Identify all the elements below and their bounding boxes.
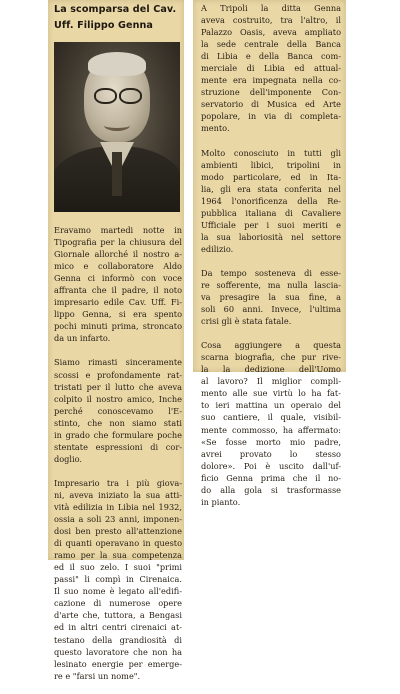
text-line: questo lavoratore che non ha bbox=[54, 646, 182, 657]
text-line: impresario edile Cav. Uff. Fi- bbox=[54, 297, 182, 308]
text-line: 1964 l'onorificenza della Re- bbox=[201, 195, 341, 206]
text-line: avrei provato lo stesso bbox=[201, 448, 341, 459]
text-line: Molto conosciuto in tutti gli bbox=[201, 147, 341, 158]
text-line: re sofferente, ma nulla lascia- bbox=[201, 279, 341, 290]
text-line: stinto, che non siamo stati bbox=[54, 417, 182, 428]
text-line: Ufficiale per i suoi meriti e bbox=[201, 219, 341, 230]
text-line: merciale di Libia ed attual- bbox=[201, 63, 341, 74]
text-line: scossi e profondamente rat- bbox=[54, 369, 182, 380]
text-line: lesinato energie per emerge- bbox=[54, 658, 182, 669]
text-line: ramo per la sua competenza bbox=[54, 550, 182, 561]
text-line: al lavoro? Il miglior compli- bbox=[201, 376, 341, 387]
text-line: Cosa aggiungere a questa bbox=[201, 340, 341, 351]
text-line: va presagire la sua fine, a bbox=[201, 292, 341, 303]
text-line: perché conoscevamo l'E- bbox=[54, 405, 182, 416]
text-line: mico e collaboratore Aldo bbox=[54, 261, 182, 272]
text-line: dosi ben presto all'attenzione bbox=[54, 526, 182, 537]
text-line: Da tempo sosteneva di esse- bbox=[201, 267, 341, 278]
text-line: soli 60 anni. Invece, l'ultima bbox=[201, 304, 341, 315]
text-line: in pianto. bbox=[201, 496, 241, 507]
text-line: «Se fosse morto mio padre, bbox=[201, 436, 341, 447]
paragraph bbox=[201, 267, 341, 327]
paragraph bbox=[54, 356, 182, 464]
text-line: mente commosso, ha affermato: bbox=[201, 424, 341, 435]
text-line: la sua laboriosità nel settore bbox=[201, 231, 341, 242]
text-line: A Tripoli la ditta Genna bbox=[201, 3, 341, 13]
text-line: Eravamo martedi notte in bbox=[54, 225, 182, 235]
text-line: passi" li compì in Cirenaica. bbox=[54, 574, 182, 585]
text-line: cazione di numerose opere bbox=[54, 598, 182, 609]
text-line: di quanti operavano in questo bbox=[54, 538, 182, 549]
text-line: pubblica italiana di Cavaliere bbox=[201, 207, 341, 218]
text-line: Tipografia per la chiusura del bbox=[54, 237, 182, 248]
text-line: ambienti libici, tripolini in bbox=[201, 159, 341, 170]
text-line: ossia a soli 23 anni, imponen- bbox=[54, 514, 182, 525]
article-body-left bbox=[54, 224, 182, 694]
paragraph bbox=[54, 477, 182, 682]
portrait-photo bbox=[54, 42, 180, 212]
text-line: lippo Genna, si era spento bbox=[54, 309, 182, 320]
text-line: suo cantiere, il quale, visibil- bbox=[201, 412, 341, 423]
article-clipping-right bbox=[193, 0, 346, 507]
text-line: tristati per il lutto che aveva bbox=[54, 381, 182, 392]
text-line: struzione dell'imponente Con- bbox=[201, 87, 341, 98]
text-line: scarna biografia, che pur rive- bbox=[201, 352, 341, 363]
headline-line-1: La scomparsa del Cav. bbox=[54, 4, 177, 15]
headline-line-2: Uff. Filippo Genna bbox=[54, 20, 153, 31]
text-line: do alla gola si trasformasse bbox=[201, 484, 341, 495]
text-line: di Libia e della Banca com- bbox=[201, 51, 341, 62]
text-line: ed in altri centri cirenaici at- bbox=[54, 622, 182, 633]
text-line: vità edilizia in Libia nel 1932, bbox=[54, 501, 182, 512]
paragraph bbox=[201, 2, 341, 135]
paragraph bbox=[201, 339, 341, 508]
text-line: crisi gli è stata fatale. bbox=[201, 316, 292, 327]
text-line: la la dedizione dell'Uomo bbox=[201, 364, 341, 375]
text-line: Palazzo Oasis, aveva ampliato bbox=[201, 27, 341, 38]
text-line: mento. bbox=[201, 123, 230, 134]
text-line: servatorio di Musica ed Arte bbox=[201, 99, 341, 110]
article-body-right bbox=[201, 2, 341, 520]
text-line: modo particolare, ed in Ita- bbox=[201, 171, 341, 182]
article-clipping-left bbox=[48, 0, 184, 681]
text-line: to ieri mattina un operaio del bbox=[201, 400, 341, 411]
headline bbox=[54, 2, 180, 34]
text-line: ficio Genna prima che il no- bbox=[201, 472, 341, 483]
text-line: in grado che formulare poche bbox=[54, 429, 182, 440]
text-line: d'arte che, tuttora, a Bengasi bbox=[54, 610, 182, 621]
text-line: Giornale allorché il nostro a- bbox=[54, 249, 182, 260]
paragraph bbox=[201, 147, 341, 255]
text-line: da un infarto. bbox=[54, 333, 111, 344]
text-line: la sede centrale della Banca bbox=[201, 39, 341, 50]
paragraph bbox=[54, 224, 182, 344]
text-line: Impresario tra i più giova- bbox=[54, 477, 182, 488]
text-line: popolare, in via di completa- bbox=[201, 111, 341, 122]
text-line: ed il suo zelo. I suoi "primi bbox=[54, 562, 182, 573]
text-line: testano della grandiosità di bbox=[54, 634, 182, 645]
text-line: re e "farsi un nome". bbox=[54, 670, 141, 681]
text-line: lia, gli era stata conferita nel bbox=[201, 183, 341, 194]
text-line: pochi minuti prima, stroncato bbox=[54, 321, 182, 332]
text-line: ni, aveva iniziato la sua atti- bbox=[54, 489, 182, 500]
text-line: Siamo rimasti sinceramente bbox=[54, 357, 182, 368]
text-line: mente era impegnata nella co- bbox=[201, 75, 341, 86]
text-line: Genna ci informò con voce bbox=[54, 273, 182, 284]
text-line: dolore». Poi è uscito dall'uf- bbox=[201, 460, 341, 471]
text-line: mento alle sue virtù lo ha fat- bbox=[201, 388, 341, 399]
text-line: doglio. bbox=[54, 453, 83, 464]
text-line: affranta che il padre, il noto bbox=[54, 285, 182, 296]
text-line: edilizio. bbox=[201, 243, 234, 254]
text-line: stentate espressioni di cor- bbox=[54, 441, 182, 452]
text-line: colpito il nostro amico, Inche bbox=[54, 393, 182, 404]
text-line: aveva costruito, tra l'altro, il bbox=[201, 15, 341, 26]
text-line: Il suo nome è legato all'edifi- bbox=[54, 586, 182, 597]
